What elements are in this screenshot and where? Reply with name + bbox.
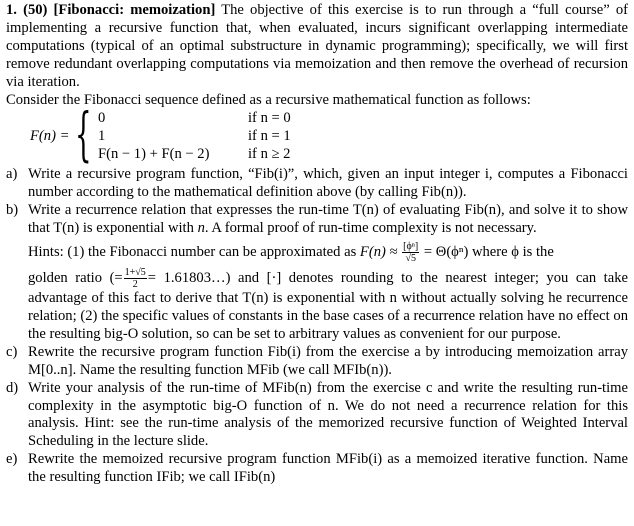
- item-b: [6, 202, 628, 344]
- case-condition: if n = 0: [248, 110, 291, 127]
- golden-rest: = 1.61803…) and [·] denotes rounding to the nearest integer; you can take advantage of this fact to derive that T(n) is exponential with n without actually solving he recurrence relation; (2) the specific values of constants in the base cases of a recurrence relation have no effect on the resulting big-O solution, so can be set to arbitrary values as convenient for our purpose.: [28, 269, 628, 342]
- item-label: c): [6, 343, 18, 360]
- item-label: e): [6, 451, 18, 468]
- item-text: Write a recurrence relation that expresses the run-time T(n) of evaluating Fib(n), and solve it to show that T(n) is exponential with: [28, 202, 628, 237]
- item-text: Rewrite the recursive program function Fib(i) from the exercise a by introducing memoization array M[0..n]. Name the resulting function MFib (we call MFIb(n)).: [28, 343, 628, 378]
- consider-line: Consider the Fibonacci sequence defined as a recursive mathematical function as follows:: [6, 91, 531, 108]
- item-text: Write a recursive program function, “Fib(i)”, which, given an input integer i, computes a Fibonacci number according to the mathematical definition above (by calling Fib(n)).: [28, 166, 628, 201]
- item-label: a): [6, 166, 18, 183]
- item-a: [6, 166, 628, 202]
- approx-fraction: [402, 241, 419, 264]
- case-value: 0: [98, 110, 106, 127]
- fibonacci-definition: [6, 100, 628, 169]
- item-label: d): [6, 379, 19, 396]
- fraction-denominator: √5: [405, 253, 416, 265]
- fraction-numerator: 1+√5: [124, 267, 146, 279]
- hint-text: Hints: (1) the Fibonacci number can be approximated as: [28, 243, 357, 260]
- item-c: [6, 344, 628, 380]
- item-text: Rewrite the memoized recursive program function MFib(i) as a memoized iterative function. Name the resulting function IFib; we call IFib(n): [28, 451, 628, 486]
- fraction-numerator: [ϕⁿ]: [403, 241, 419, 253]
- fraction-denominator: 2: [132, 279, 138, 291]
- exercise-heading: 1. (50) [Fibonacci: memoization]: [6, 2, 216, 18]
- hint-approx-line: [28, 241, 628, 264]
- variable-n: n: [197, 220, 205, 237]
- item-text: . A formal proof of run-time complexity is not necessary.: [204, 220, 537, 237]
- case-value: F(n − 1) + F(n − 2): [98, 146, 210, 163]
- intro-paragraph: [6, 2, 628, 92]
- approx-lhs: F(n) ≈: [359, 243, 398, 260]
- item-e: [6, 451, 628, 487]
- item-text: Write your analysis of the run-time of MFib(n) from the exercise c and write the resulting run-time complexity in the asymptotic big-O function of n. We do not need a recurrence relation for this analysis. Hint: see the run-time analysis of the memorized recursive function of Weighted Interval Scheduling in the lecture slide.: [28, 379, 628, 450]
- case-value: 1: [98, 128, 106, 145]
- definition-lhs: F(n) =: [30, 128, 70, 145]
- golden-text: golden ratio (=: [28, 269, 123, 286]
- case-condition: if n ≥ 2: [248, 146, 291, 163]
- intro-text: The objective of this exercise is to run through a “full course” of implementing a recursive function that, when evaluated, incurs significant overlapping intermediate computations (typical of an optimal substructure in dynamic programming); specifically, we will first remove redundant overlapping computations via memoization and then remove the overhead of recursion via iteration.: [6, 2, 628, 90]
- item-label: b): [6, 202, 19, 219]
- golden-fraction: [124, 267, 147, 290]
- approx-rhs: = Θ(ϕⁿ) where ϕ is the: [423, 243, 554, 260]
- case-condition: if n = 1: [248, 128, 291, 145]
- item-d: [6, 380, 628, 452]
- left-brace-icon: {: [75, 100, 92, 169]
